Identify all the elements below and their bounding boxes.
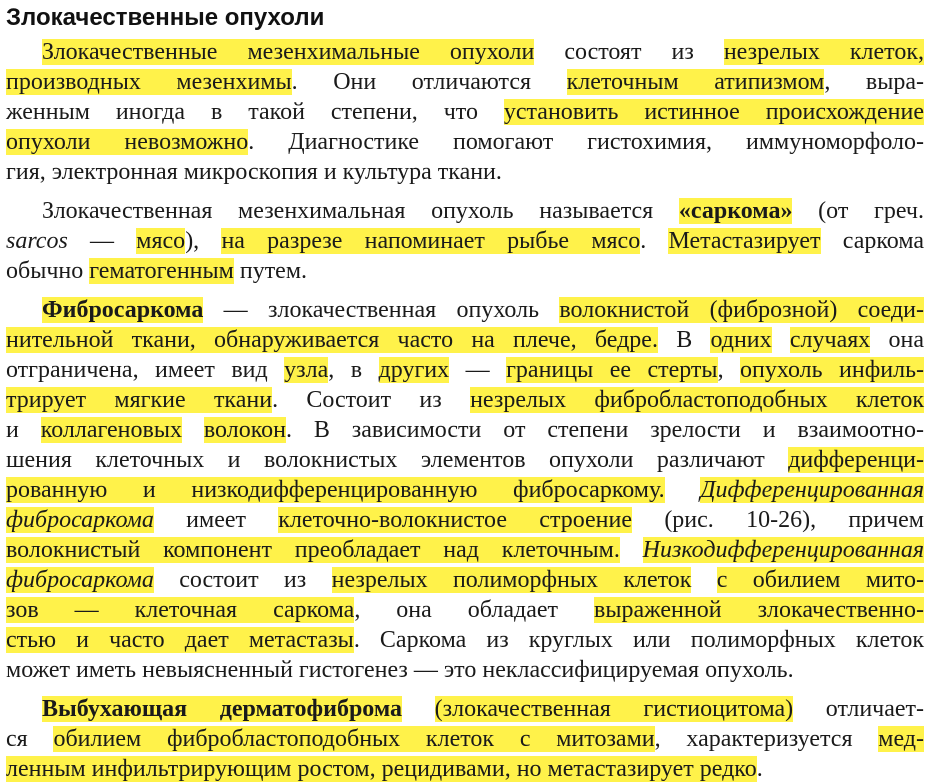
highlighted-text: коллагеновых (40, 417, 182, 443)
highlighted-text: «саркома» (678, 198, 793, 224)
text-line (6, 325, 924, 355)
highlighted-text: гематогенным (89, 258, 234, 284)
highlighted-text: Злокачественные мезенхимальные опухоли (42, 39, 535, 65)
text-segment: ), (185, 228, 222, 254)
text-line (6, 625, 924, 655)
text-segment: состоит из (153, 567, 332, 593)
text-segment: , в (328, 357, 379, 383)
highlighted-text: Выбухающая дерматофиброма (42, 696, 403, 722)
highlighted-text: волокон (203, 417, 286, 443)
text-segment: . (756, 756, 763, 782)
text-segment: (рис. 10-26), причем (632, 507, 924, 533)
highlighted-text: незрелых фибробластоподобных клеток (470, 387, 925, 413)
text-segment: гия, электронная микроскопия и культура ткани. (6, 159, 502, 185)
text-line (6, 196, 924, 226)
text-line (6, 67, 924, 97)
text-segment: . В зависимости от степени зрелости и взаимоотно- (286, 417, 925, 443)
text-line (6, 127, 924, 157)
text-segment: . (640, 228, 669, 254)
text-line (6, 415, 924, 445)
text-segment: обычно (6, 258, 90, 284)
text-line (6, 535, 924, 565)
text-line (6, 295, 924, 325)
highlighted-text: нительной ткани, обнаруживается часто на плече, бедре. (6, 327, 658, 353)
text-segment: женным иногда в такой степени, что (6, 99, 504, 125)
text-segment (402, 696, 435, 722)
text-line (6, 37, 924, 67)
text-segment: шения клеточных и волокнистых элементов опухоли различают (6, 447, 789, 473)
highlighted-text: Метастазирует (668, 228, 821, 254)
text-segment: отличает- (793, 696, 925, 722)
text-line (6, 97, 924, 127)
highlighted-text: Низкодифференцированная (642, 537, 925, 563)
highlighted-text: границы ее стерты (506, 357, 718, 383)
text-line (6, 385, 924, 415)
highlighted-text: фибросаркома (6, 507, 154, 533)
highlighted-text: незрелых полиморфных клеток (331, 567, 692, 593)
text-line (6, 694, 924, 724)
text-segment: — злокачественная опухоль (203, 297, 560, 323)
text-segment: . Саркома из круглых или полиморфных клеток (353, 627, 925, 653)
text-segment: sarcos (6, 228, 68, 254)
text-segment (772, 327, 790, 353)
highlighted-text: с обилием мито- (716, 567, 925, 593)
text-segment: состоят из (534, 39, 724, 65)
text-line (6, 256, 924, 286)
text-line (6, 505, 924, 535)
text-line (6, 226, 924, 256)
highlighted-text: Фибросаркома (42, 297, 204, 323)
highlighted-text: выраженной злокачественно- (594, 597, 925, 623)
text-segment: — (449, 357, 507, 383)
text-segment: . Состоит из (272, 387, 471, 413)
highlighted-text: узла (284, 357, 329, 383)
highlighted-text: Дифференцированная (700, 477, 924, 503)
highlighted-text: фибросаркома (6, 567, 154, 593)
highlighted-text: производных мезенхимы (6, 69, 292, 95)
text-line (6, 355, 924, 385)
highlighted-text: одних (710, 327, 772, 353)
highlighted-text: (злокачественная гистиоцитома) (434, 696, 794, 722)
highlighted-text: опухоли невозможно (6, 129, 249, 155)
text-segment: , (717, 357, 741, 383)
text-segment: . Они отличаются (291, 69, 567, 95)
highlighted-text: дифференци- (788, 447, 924, 473)
text-segment: она (870, 327, 925, 353)
highlighted-text: установить истинное происхождение (503, 99, 924, 125)
text-segment: и (6, 417, 41, 443)
text-segment: может иметь невыясненный гистогенез — это неклассифицируемая опухоль. (6, 657, 794, 683)
highlighted-text: рованную и низкодифференцированную фибросаркому. (6, 477, 665, 503)
text-segment: , характеризуется (654, 726, 879, 752)
text-segment (691, 567, 716, 593)
text-segment: Злокачественная мезенхимальная опухоль называется (42, 198, 679, 224)
highlighted-text: опухоль инфиль- (740, 357, 925, 383)
highlighted-text: обилием фибробластоподобных клеток с митозами (53, 726, 655, 752)
text-segment: саркома (820, 228, 925, 254)
text-segment (665, 477, 701, 503)
section-title: Злокачественные опухоли (6, 4, 325, 31)
text-line (6, 595, 924, 625)
text-line (6, 157, 924, 187)
text-segment: путем. (233, 258, 308, 284)
text-segment: . Диагностике помогают гистохимия, иммуноморфоло- (248, 129, 924, 155)
text-segment: (от греч. (792, 198, 924, 224)
highlighted-text: клеточно-волокнистое строение (278, 507, 633, 533)
highlighted-text: стью и часто дает метастазы (6, 627, 354, 653)
highlighted-text: случаях (789, 327, 871, 353)
text-segment (620, 537, 643, 563)
highlighted-text: других (378, 357, 450, 383)
text-segment: отграничена, имеет вид (6, 357, 285, 383)
text-segment: , она обладает (354, 597, 595, 623)
text-line (6, 565, 924, 595)
highlighted-text: на разрезе напоминает рыбье мясо (221, 228, 641, 254)
text-segment: имеет (153, 507, 279, 533)
highlighted-text: волокнистой (фиброзной) соеди- (559, 297, 924, 323)
highlighted-text: волокнистый компонент преобладает над клеточным. (6, 537, 620, 563)
text-segment: В (657, 327, 711, 353)
text-segment (182, 417, 204, 443)
text-segment: , выра- (824, 69, 924, 95)
highlighted-text: ленным инфильтрирующим ростом, рецидивами, но метастазирует редко (6, 756, 757, 782)
highlighted-text: мясо (136, 228, 186, 254)
text-segment: — (67, 228, 137, 254)
highlighted-text: мед- (878, 726, 924, 752)
text-line (6, 655, 924, 685)
highlighted-text: зов — клеточная саркома (6, 597, 355, 623)
text-line (6, 445, 924, 475)
text-line (6, 724, 924, 754)
highlighted-text: незрелых клеток, (723, 39, 924, 65)
highlighted-text: трирует мягкие ткани (6, 387, 273, 413)
highlighted-text: клеточным атипизмом (566, 69, 825, 95)
text-segment: ся (6, 726, 54, 752)
text-line (6, 475, 924, 505)
